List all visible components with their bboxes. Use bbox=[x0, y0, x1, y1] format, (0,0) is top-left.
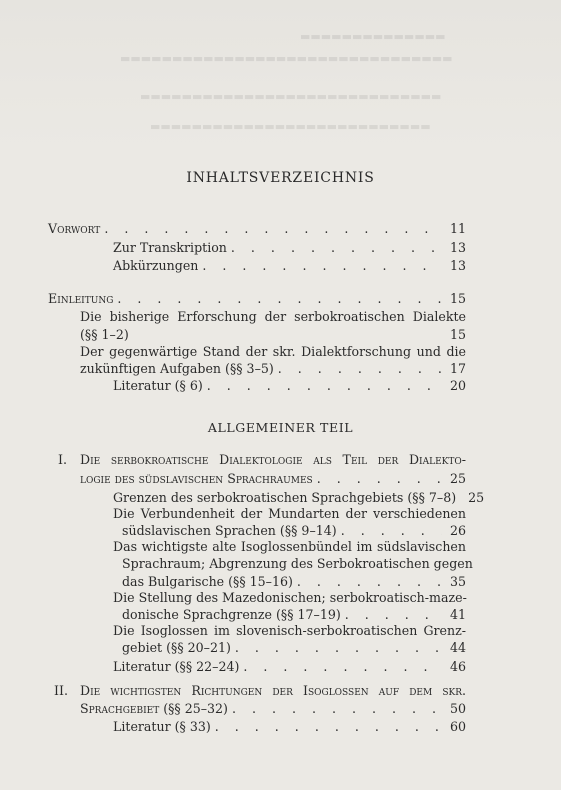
leader-dots bbox=[232, 701, 442, 717]
toc-entry-literatur[interactable] bbox=[113, 719, 466, 735]
toc-page-number: 50 bbox=[449, 701, 466, 716]
leader-dots bbox=[278, 361, 442, 377]
toc-page-number: 44 bbox=[449, 640, 466, 655]
toc-entry-literatur[interactable] bbox=[113, 659, 466, 675]
section-heading: ALLGEMEINER TEIL bbox=[207, 420, 354, 435]
toc-page-number: 46 bbox=[449, 659, 466, 674]
toc-entry-label: Zur Transkription bbox=[113, 240, 227, 255]
toc-entry-label: Literatur (§ 6) bbox=[113, 378, 203, 393]
chapter-title-line: logie des südslavischen Sprachraumes bbox=[80, 471, 313, 486]
toc-entry-label: Literatur (§§ 22–24) bbox=[113, 659, 240, 674]
leader-dots bbox=[117, 291, 442, 307]
leader-dots bbox=[215, 719, 442, 735]
toc-entry-verbundenheit[interactable] bbox=[122, 523, 466, 539]
toc-entry-label: Einleitung bbox=[48, 291, 114, 306]
chapter-number: II. bbox=[54, 683, 68, 698]
toc-page-number: 26 bbox=[449, 523, 466, 538]
toc-entry-mazedonisch[interactable] bbox=[122, 607, 466, 623]
toc-entry-aufgaben[interactable] bbox=[80, 361, 466, 377]
leader-dots bbox=[297, 574, 442, 590]
leader-dots bbox=[317, 471, 442, 487]
toc-entry-label: zukünftigen Aufgaben (§§ 3–5) bbox=[80, 361, 274, 376]
toc-entry-label: südslavischen Sprachen (§§ 9–14) bbox=[122, 523, 337, 538]
show-through-text: ▬▬▬▬▬▬▬▬▬▬▬▬▬▬▬▬▬▬▬▬▬▬▬▬▬▬▬▬▬▬▬▬ bbox=[120, 52, 453, 65]
leader-dots bbox=[104, 221, 442, 237]
toc-page-number: 20 bbox=[449, 378, 466, 393]
toc-entry-line[interactable]: Das wichtigste alte Isoglossenbündel im südslavischen bbox=[113, 539, 466, 554]
chapter-title-line: Sprachgebiet (§§ 25–32) bbox=[80, 701, 228, 716]
show-through-text: ▬▬▬▬▬▬▬▬▬▬▬▬▬▬▬▬▬▬▬▬▬▬▬▬▬▬▬▬▬ bbox=[140, 90, 442, 103]
toc-page-number: 17 bbox=[449, 361, 466, 376]
toc-entry-line[interactable]: (§§ 1–2) bbox=[80, 327, 129, 342]
toc-page-number: 25 bbox=[449, 471, 466, 486]
leader-dots bbox=[341, 523, 442, 539]
toc-entry-abkuerzungen[interactable] bbox=[113, 258, 466, 274]
toc-entry-chapter1[interactable] bbox=[80, 471, 466, 487]
toc-entry-label: Abkürzungen bbox=[113, 258, 199, 273]
chapter-number: I. bbox=[58, 452, 67, 467]
chapter-title-line[interactable]: Die wichtigsten Richtungen der Isoglossen auf dem skr. bbox=[80, 683, 466, 698]
toc-entry-vorwort[interactable] bbox=[48, 221, 466, 237]
chapter-title-line[interactable]: Die serbokroatische Dialektologie als Teil der Dialekto- bbox=[80, 452, 466, 467]
toc-entry-line[interactable]: Die Isoglossen im slovenisch-serbokroatischen Grenz- bbox=[113, 623, 466, 638]
toc-entry-line[interactable]: Der gegenwärtige Stand der skr. Dialektforschung und die bbox=[80, 344, 466, 359]
toc-entry-label: Literatur (§ 33) bbox=[113, 719, 211, 734]
toc-entry-einleitung[interactable] bbox=[48, 291, 466, 307]
toc-entry-grenzen[interactable] bbox=[113, 490, 485, 506]
toc-page-number: 41 bbox=[449, 607, 466, 622]
leader-dots bbox=[231, 240, 442, 256]
toc-entry-literatur[interactable] bbox=[113, 378, 466, 394]
leader-dots bbox=[243, 659, 442, 675]
toc-page-number: 13 bbox=[449, 240, 466, 255]
page-title: INHALTSVERZEICHNIS bbox=[186, 170, 375, 186]
toc-entry-chapter2[interactable] bbox=[80, 701, 466, 717]
toc-entry-isoglossenbuendel[interactable] bbox=[122, 574, 466, 590]
toc-entry-label: Vorwort bbox=[48, 221, 101, 236]
leader-dots bbox=[202, 258, 442, 274]
leader-dots bbox=[207, 378, 442, 394]
toc-entry-label: Grenzen des serbokroatischen Sprachgebiets (§§ 7–8) bbox=[113, 490, 457, 505]
leader-dots bbox=[235, 640, 442, 656]
toc-entry-label: das Bulgarische (§§ 15–16) bbox=[122, 574, 293, 589]
toc-entry-transkription[interactable] bbox=[113, 240, 466, 256]
toc-page-number: 60 bbox=[449, 719, 466, 734]
toc-page-number: 15 bbox=[449, 327, 466, 342]
toc-page-number: 25 bbox=[468, 490, 485, 505]
toc-entry-line[interactable]: Die Verbundenheit der Mundarten der verschiedenen bbox=[113, 506, 466, 521]
toc-entry-label: donische Sprachgrenze (§§ 17–19) bbox=[122, 607, 341, 622]
toc-entry-line[interactable]: Die Stellung des Mazedonischen; serbokroatisch-maze- bbox=[113, 590, 467, 605]
toc-page-number: 13 bbox=[449, 258, 466, 273]
toc-page-number: 11 bbox=[449, 221, 466, 236]
leader-dots bbox=[345, 607, 442, 623]
toc-entry-line[interactable]: Sprachraum; Abgrenzung des Serbokroatischen gegen bbox=[122, 556, 473, 571]
toc-page-number: 15 bbox=[449, 291, 466, 306]
toc-page-number: 35 bbox=[449, 574, 466, 589]
show-through-text: ▬▬▬▬▬▬▬▬▬▬▬▬▬▬▬▬▬▬▬▬▬▬▬▬▬▬▬ bbox=[150, 120, 431, 133]
toc-entry-grenzgebiet[interactable] bbox=[122, 640, 466, 656]
show-through-text: ▬▬▬▬▬▬▬▬▬▬▬▬▬▬ bbox=[300, 30, 446, 43]
toc-entry-label: gebiet (§§ 20–21) bbox=[122, 640, 231, 655]
toc-entry-line[interactable]: Die bisherige Erforschung der serbokroatischen Dialekte bbox=[80, 309, 466, 324]
